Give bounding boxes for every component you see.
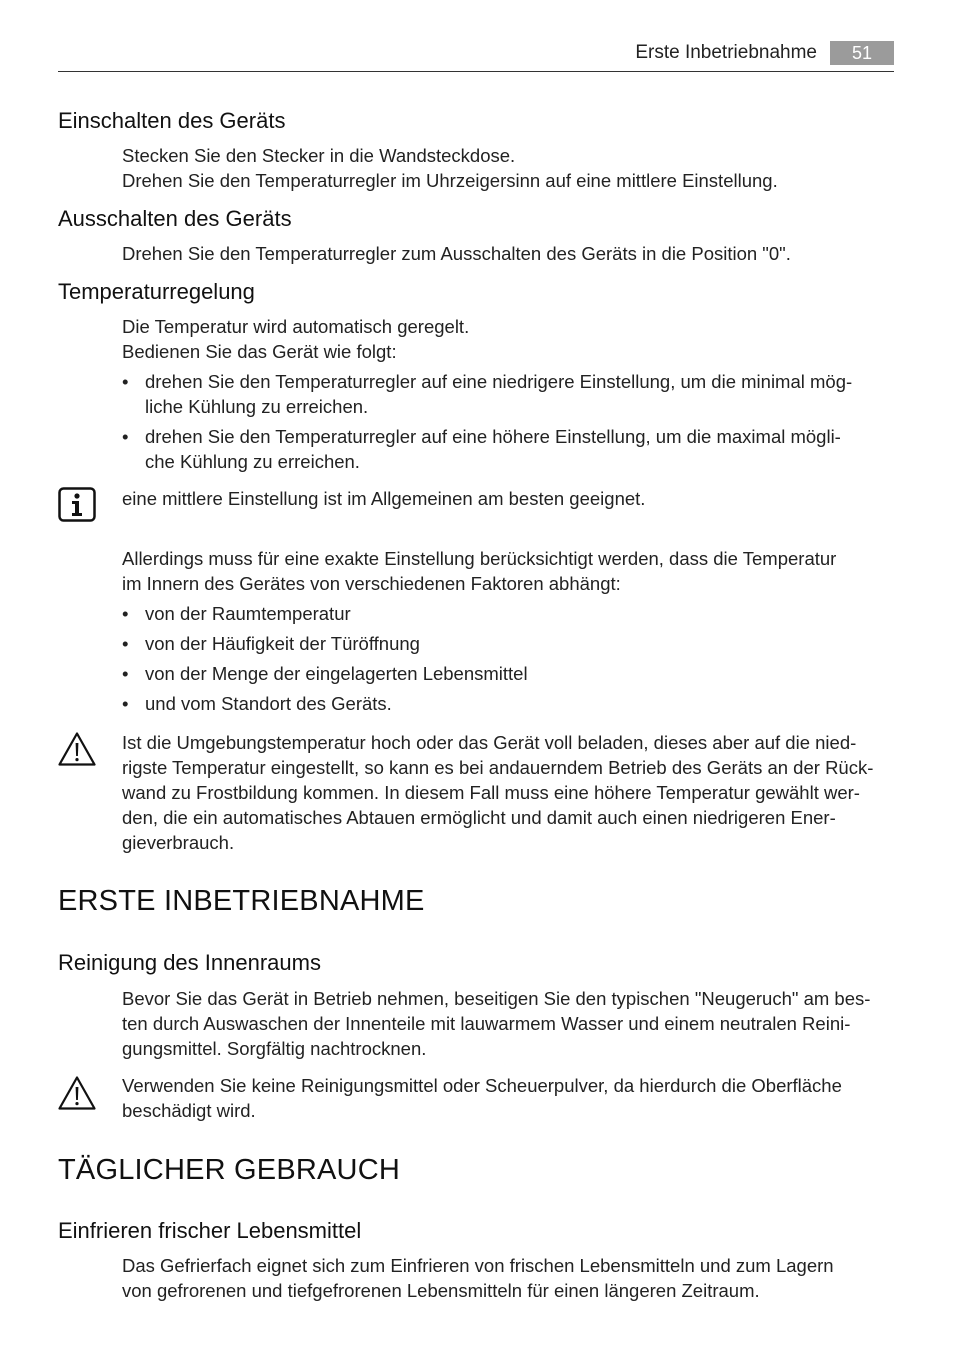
warning-text: den, die ein automatisches Abtauen ermöglicht und damit auch einen niedrigeren Ener- bbox=[122, 807, 836, 828]
text-line: Drehen Sie den Temperaturregler zum Ausschalten des Geräts in die Position "0". bbox=[122, 243, 791, 264]
text-line: im Innern des Gerätes von verschiedenen Faktoren abhängt: bbox=[122, 573, 621, 594]
text-line: Drehen Sie den Temperaturregler im Uhrzeigersinn auf eine mittlere Einstellung. bbox=[122, 170, 778, 191]
bullet-text: von der Häufigkeit der Türöffnung bbox=[145, 633, 420, 654]
warning-text: rigste Temperatur eingestellt, so kann es bei andauerndem Betrieb des Geräts an der Rück- bbox=[122, 757, 874, 778]
bullet-text: drehen Sie den Temperaturregler auf eine höhere Einstellung, um die maximal mögli- bbox=[145, 426, 841, 447]
warning-text: gieverbrauch. bbox=[122, 832, 235, 853]
info-note-text: eine mittlere Einstellung ist im Allgemeinen am besten geeignet. bbox=[122, 488, 646, 509]
bullet-icon: • bbox=[122, 633, 129, 654]
text-line: Bedienen Sie das Gerät wie folgt: bbox=[122, 341, 397, 362]
warning-text: Ist die Umgebungstemperatur hoch oder das Gerät voll beladen, dieses aber auf die nied- bbox=[122, 732, 857, 753]
bullet-icon: • bbox=[122, 371, 129, 392]
heading-einfrieren: Einfrieren frischer Lebensmittel bbox=[58, 1218, 362, 1243]
running-header bbox=[58, 40, 894, 72]
bullet-text: und vom Standort des Geräts. bbox=[145, 693, 392, 714]
bullet-text: che Kühlung zu erreichen. bbox=[145, 451, 360, 472]
text-line: Bevor Sie das Gerät in Betrieb nehmen, beseitigen Sie den typischen "Neugeruch" am bes- bbox=[122, 988, 871, 1009]
bullet-icon: • bbox=[122, 603, 129, 624]
heading-erste-inbetriebnahme: ERSTE INBETRIEBNAHME bbox=[58, 885, 425, 917]
text-line: Die Temperatur wird automatisch geregelt. bbox=[122, 316, 470, 337]
heading-ausschalten: Ausschalten des Geräts bbox=[58, 206, 292, 231]
bullet-text: liche Kühlung zu erreichen. bbox=[145, 396, 369, 417]
text-line: ten durch Auswaschen der Innenteile mit lauwarmem Wasser und einem neutralen Reini- bbox=[122, 1013, 851, 1034]
text-line: Allerdings muss für eine exakte Einstellung berücksichtigt werden, dass die Temperatur bbox=[122, 548, 837, 569]
info-icon bbox=[58, 487, 96, 525]
warning-text: wand zu Frostbildung kommen. In diesem Fall muss eine höhere Temperatur gewählt wer- bbox=[122, 782, 860, 803]
warning-triangle-icon bbox=[57, 731, 95, 769]
bullet-icon: • bbox=[122, 663, 129, 684]
bullet-text: von der Menge der eingelagerten Lebensmittel bbox=[145, 663, 528, 684]
warning-triangle-icon bbox=[57, 1075, 95, 1113]
warning-text: Verwenden Sie keine Reinigungsmittel oder Scheuerpulver, da hierdurch die Oberfläche bbox=[122, 1075, 842, 1096]
bullet-icon: • bbox=[122, 693, 129, 714]
page-number: 51 bbox=[830, 41, 894, 65]
bullet-text: drehen Sie den Temperaturregler auf eine niedrigere Einstellung, um die minimal mög- bbox=[145, 371, 853, 392]
heading-reinigung: Reinigung des Innenraums bbox=[58, 950, 321, 975]
text-line: Das Gefrierfach eignet sich zum Einfrieren von frischen Lebensmitteln und zum Lagern bbox=[122, 1255, 834, 1276]
warning-text: beschädigt wird. bbox=[122, 1100, 256, 1121]
heading-einschalten: Einschalten des Geräts bbox=[58, 108, 286, 133]
bullet-text: von der Raumtemperatur bbox=[145, 603, 351, 624]
bullet-icon: • bbox=[122, 426, 129, 447]
text-line: Stecken Sie den Stecker in die Wandsteckdose. bbox=[122, 145, 516, 166]
running-title: Erste Inbetriebnahme bbox=[635, 42, 817, 63]
heading-temperaturregelung: Temperaturregelung bbox=[58, 279, 255, 304]
text-line: gungsmittel. Sorgfältig nachtrocknen. bbox=[122, 1038, 427, 1059]
text-line: von gefrorenen und tiefgefrorenen Lebensmitteln für einen längeren Zeitraum. bbox=[122, 1280, 760, 1301]
heading-taeglicher-gebrauch: TÄGLICHER GEBRAUCH bbox=[58, 1154, 400, 1186]
